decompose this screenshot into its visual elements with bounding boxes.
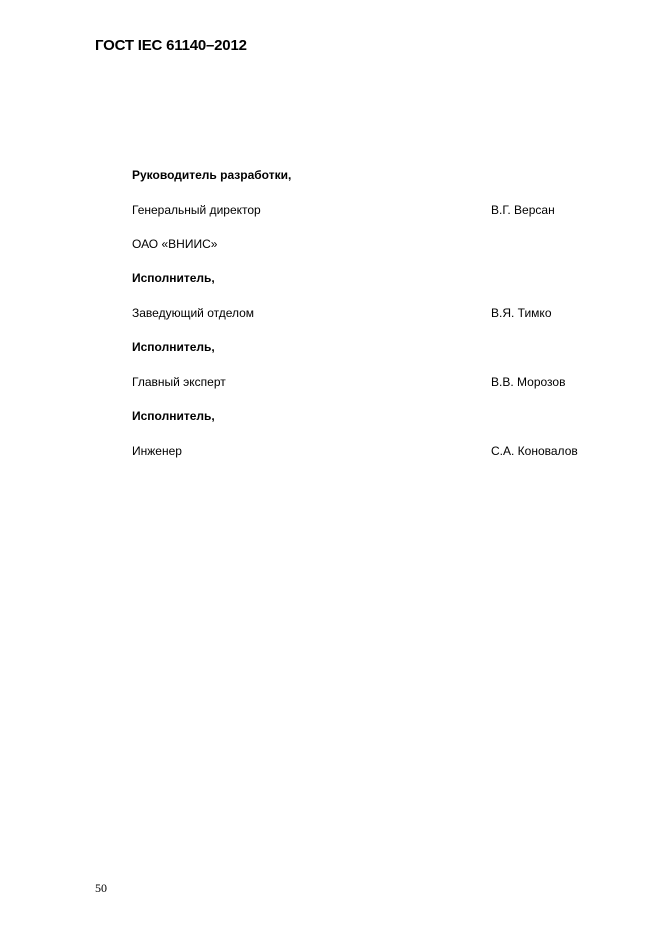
signature-role: Главный эксперт <box>132 375 226 389</box>
signature-role: Заведующий отделом <box>132 306 255 320</box>
signature-person: В.В. Морозов <box>491 375 566 389</box>
signature-person: В.Г. Версан <box>491 203 555 217</box>
signature-role: Генеральный директор <box>132 203 261 217</box>
signature-role: Руководитель разработки, <box>132 168 292 182</box>
signature-person: В.Я. Тимко <box>491 306 552 320</box>
signature-role: Исполнитель, <box>132 409 215 423</box>
signature-person: С.А. Коновалов <box>491 444 578 458</box>
signature-role: Исполнитель, <box>132 271 215 285</box>
signature-role: Исполнитель, <box>132 340 215 354</box>
signature-role: Инженер <box>132 444 182 458</box>
document-code-header: ГОСТ IEC 61140–2012 <box>95 37 247 54</box>
page-number: 50 <box>95 881 107 895</box>
organization-name: ОАО «ВНИИС» <box>132 237 218 251</box>
